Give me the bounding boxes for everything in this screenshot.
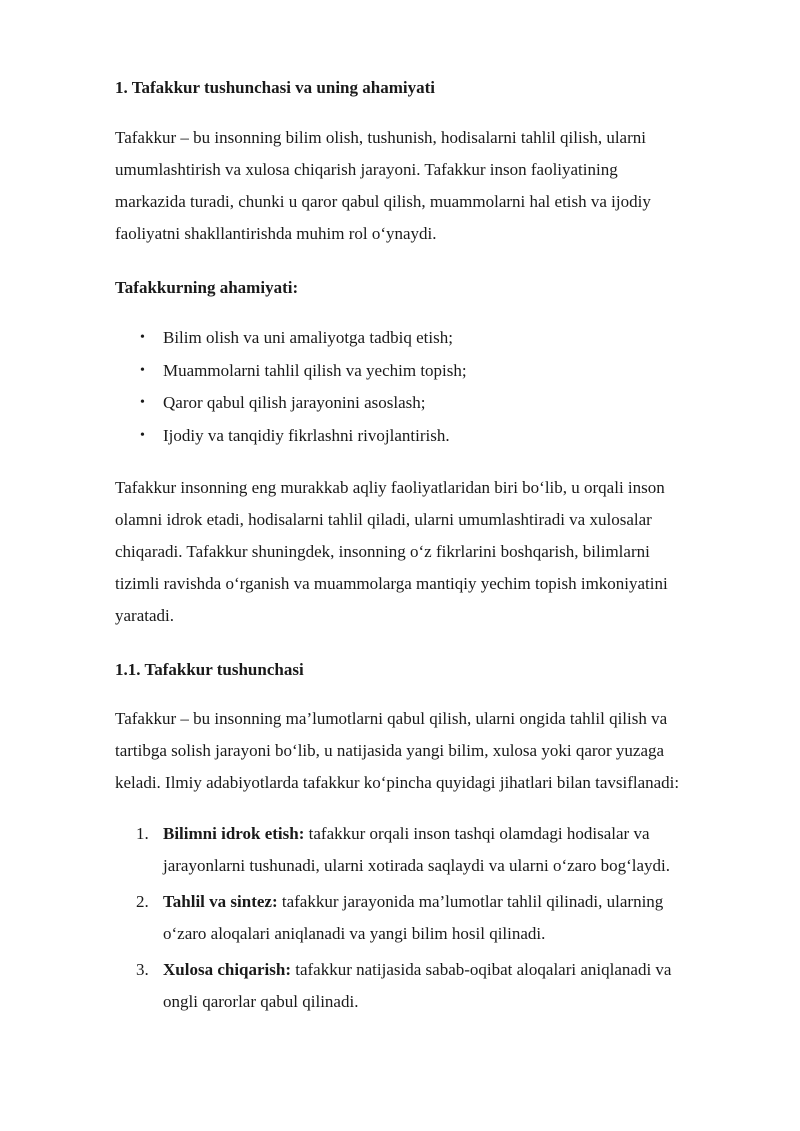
term-description: tafakkur jarayonida ma’lumotlar tahlil qilinadi, ularning <box>277 892 664 911</box>
paragraph-line: tartibga solish jarayoni bo‘lib, u natijasida yangi bilim, xulosa yoki qaror yuzaga <box>115 741 665 760</box>
list-number: 1. <box>136 824 149 843</box>
aspects-list <box>115 818 745 1022</box>
subheading-importance: Tafakkurning ahamiyati: <box>115 278 299 297</box>
paragraph-definition <box>115 703 745 799</box>
list-number: 3. <box>136 960 149 979</box>
list-item-text: Bilim olish va uni amaliyotga tadbiq etish; <box>163 328 453 347</box>
paragraph-line: Tafakkur – bu insonning ma’lumotlarni qabul qilish, ularni ongida tahlil qilish va <box>115 709 668 728</box>
term-label: Tahlil va sintez: <box>163 892 278 911</box>
paragraph-line: Tafakkur – bu insonning bilim olish, tushunish, hodisalarni tahlil qilish, ularni <box>115 128 646 147</box>
list-item-line <box>163 954 745 986</box>
list-item <box>115 886 745 950</box>
list-item-line: ongli qarorlar qabul qilinadi. <box>163 992 359 1011</box>
term-description: tafakkur natijasida sabab-oqibat aloqalari aniqlanadi va <box>291 960 672 979</box>
bullet-icon: • <box>140 395 145 410</box>
list-item-line <box>163 886 745 918</box>
paragraph-line: Tafakkur insonning eng murakkab aqliy faoliyatlaridan biri bo‘lib, u orqali inson <box>115 478 665 497</box>
bullet-icon: • <box>140 427 145 443</box>
list-item-text: Muammolarni tahlil qilish va yechim topish; <box>163 360 467 380</box>
paragraph-line: olamni idrok etadi, hodisalarni tahlil qiladi, ularni umumlashtiradi va xulosalar <box>115 510 652 529</box>
list-item <box>115 387 745 420</box>
list-item <box>115 322 745 355</box>
bullet-icon: • <box>140 330 145 345</box>
paragraph-line: markazida turadi, chunki u qaror qabul qilish, muammolarni hal etish va ijodiy <box>115 192 651 211</box>
list-item-line: o‘zaro aloqalari aniqlanadi va yangi bilim hosil qilinadi. <box>163 924 546 943</box>
paragraph-line: faoliyatni shakllantirishda muhim rol o‘ynaydi. <box>115 224 437 243</box>
paragraph-line: tizimli ravishda o‘rganish va muammolarga mantiqiy yechim topish imkoniyatini <box>115 574 668 593</box>
paragraph-line: chiqaradi. Tafakkur shuningdek, insonning o‘z fikrlarini boshqarish, bilimlarni <box>115 542 650 561</box>
section-heading-1-1: 1.1. Tafakkur tushunchasi <box>115 660 304 679</box>
list-item-text: Qaror qabul qilish jarayonini asoslash; <box>163 393 426 412</box>
list-item-text: Ijodiy va tanqidiy fikrlashni rivojlantirish. <box>163 425 450 445</box>
term-label: Xulosa chiqarish: <box>163 960 291 979</box>
term-description: tafakkur orqali inson tashqi olamdagi hodisalar va <box>304 824 650 843</box>
section-heading-1: 1. Tafakkur tushunchasi va uning ahamiyati <box>115 78 435 97</box>
list-item <box>115 954 745 1018</box>
paragraph-line: keladi. Ilmiy adabiyotlarda tafakkur ko‘pincha quyidagi jihatlari bilan tavsiflanadi: <box>115 773 680 792</box>
term-label: Bilimni idrok etish: <box>163 824 305 843</box>
list-item <box>115 420 745 453</box>
bullet-icon: • <box>140 362 145 378</box>
paragraph-intro <box>115 122 745 250</box>
list-item <box>115 818 745 882</box>
list-item-line <box>163 818 745 850</box>
importance-list <box>115 322 745 452</box>
paragraph-line: umumlashtirish va xulosa chiqarish jarayoni. Tafakkur inson faoliyatining <box>115 160 618 179</box>
list-item-line: jarayonlarni tushunadi, ularni xotirada saqlaydi va ularni o‘zaro bog‘laydi. <box>163 856 671 875</box>
list-number: 2. <box>136 892 149 911</box>
paragraph-line: yaratadi. <box>115 606 174 625</box>
paragraph-summary <box>115 472 745 632</box>
list-item <box>115 355 745 388</box>
